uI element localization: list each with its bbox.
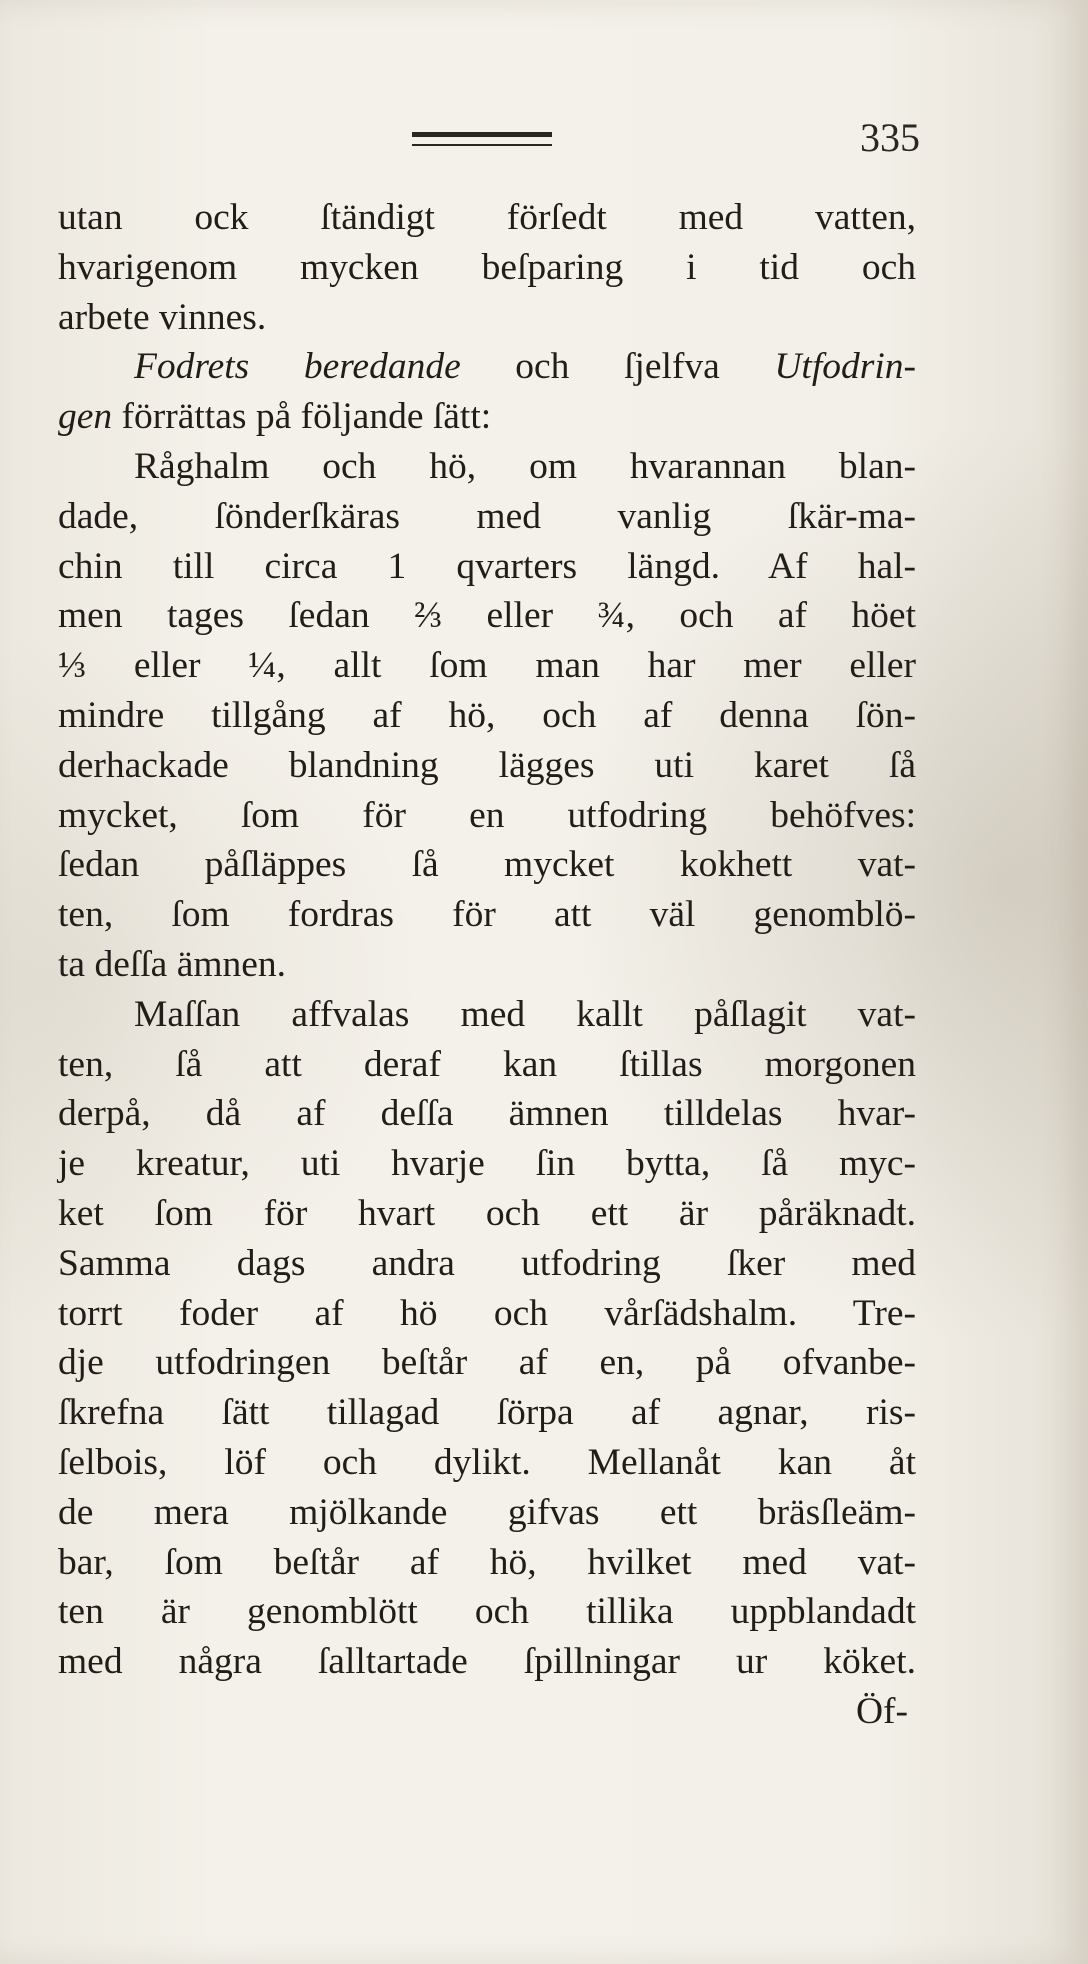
text-line: Maſſan affvalas med kallt påſlagit vat-: [134, 993, 916, 1035]
page-header: [0, 108, 1088, 168]
text-line: ten, ſom fordras för att väl genomblö-: [58, 894, 916, 936]
text-line: arbete vinnes.: [58, 296, 267, 338]
text-line: dade, ſönderſkäras med vanlig ſkär-ma-: [58, 495, 916, 537]
text-line: ſedan påſläppes ſå mycket kokhett vat-: [58, 844, 916, 886]
text-line: Samma dags andra utfodring ſker med: [58, 1242, 916, 1284]
text-line: utan ock ſtändigt förſedt med vatten,: [58, 197, 916, 238]
text-line: torrt foder af hö och vårſädshalm. Tre-: [58, 1292, 916, 1334]
text-fragment: förrättas på följande ſätt:: [112, 396, 492, 438]
text-line: de mera mjölkande gifvas ett bräsſleäm-: [58, 1491, 916, 1533]
text-line: ſelbois, löf och dylikt. Mellanåt kan åt: [58, 1441, 916, 1483]
catchword-line: [58, 1687, 916, 1737]
text-line: ſkrefna ſätt tillagad ſörpa af agnar, ris-: [58, 1392, 916, 1434]
italic-term: Fodrets beredande: [134, 346, 461, 388]
text-line: derpå, då af deſſa ämnen tilldelas hvar-: [58, 1093, 916, 1135]
text-line: Råghalm och hö, om hvarannan blan-: [134, 445, 916, 487]
text-line: ten, ſå att deraf kan ſtillas morgonen: [58, 1043, 916, 1085]
text-line: chin till circa 1 qvarters längd. Af hal-: [58, 545, 916, 587]
text-line: mindre tillgång af hö, och af denna ſön-: [58, 694, 916, 736]
text-line: bar, ſom beſtår af hö, hvilket med vat-: [58, 1541, 916, 1583]
page-number: 335: [860, 115, 920, 160]
text-line: dje utfodringen beſtår af en, på ofvanbe-: [58, 1342, 916, 1384]
body-text: [58, 193, 916, 1737]
catchword: Öf-: [855, 1690, 908, 1732]
text-line: med några ſalltartade ſpillningar ur köket.: [58, 1641, 916, 1683]
text-line: mycket, ſom för en utfodring behöfves:: [58, 794, 916, 836]
text-line: ten är genomblött och tillika uppblandadt: [58, 1591, 916, 1633]
header-rule: [412, 132, 552, 146]
text-line: hvarigenom mycken beſparing i tid och: [58, 246, 916, 288]
italic-term: Utfodrin-: [774, 346, 916, 388]
text-line: [58, 342, 916, 392]
text-fragment: och ſjelfva: [460, 346, 775, 388]
text-line: men tages ſedan ⅔ eller ¾, och af höet: [58, 595, 916, 637]
italic-term: gen: [58, 396, 113, 438]
text-line: je kreatur, uti hvarje ſin bytta, ſå myc-: [58, 1143, 916, 1185]
text-line: ⅓ eller ¼, allt ſom man har mer eller: [58, 645, 916, 687]
text-line: [58, 392, 916, 442]
text-line: ket ſom för hvart och ett är påräknadt.: [58, 1192, 916, 1234]
text-line: ta deſſa ämnen.: [58, 943, 287, 985]
text-line: derhackade blandning lägges uti karet ſå: [58, 744, 916, 786]
